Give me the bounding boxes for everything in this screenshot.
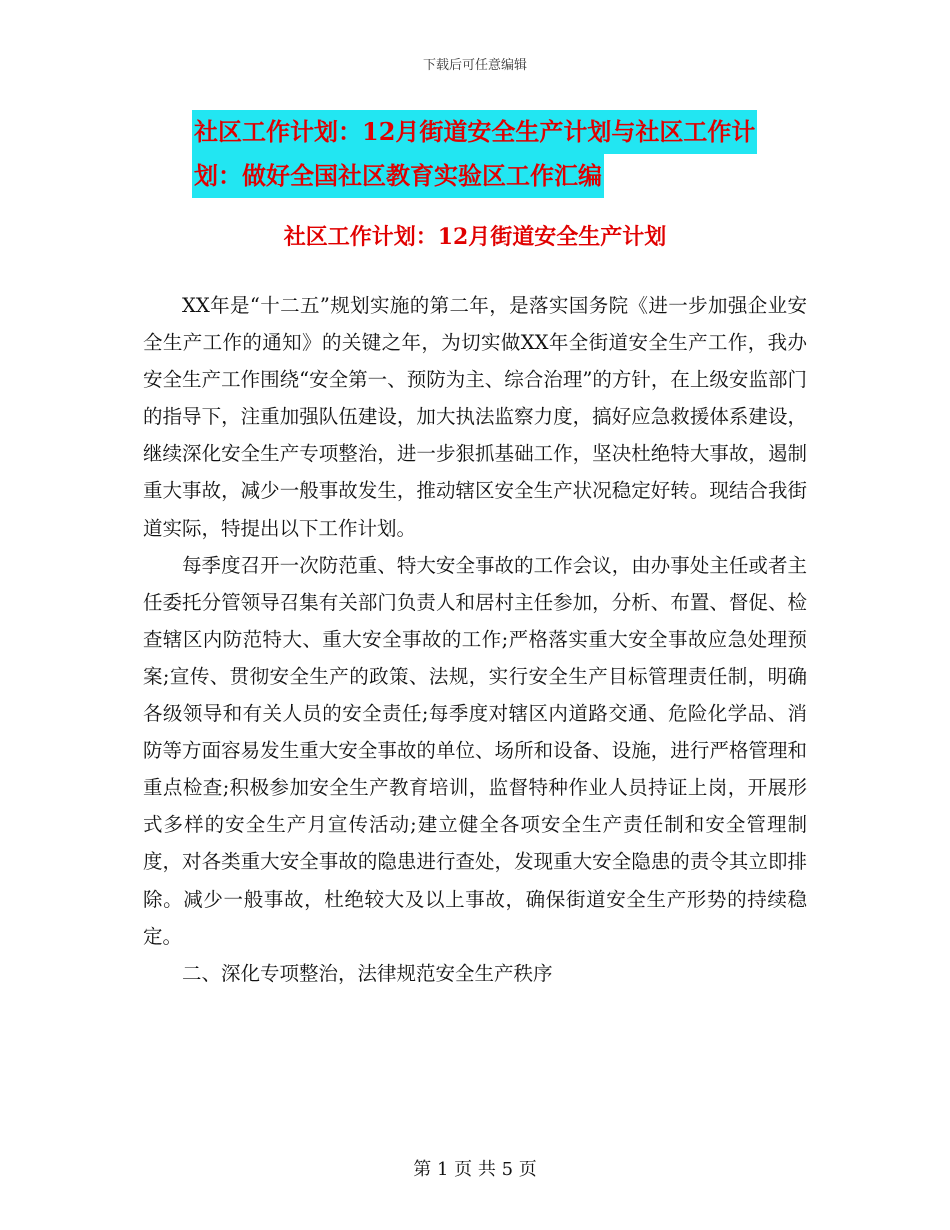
document-title (192, 110, 832, 198)
paragraph: 每季度召开一次防范重、特大安全事故的工作会议，由办事处主任或者主任委托分管领导召集有关部门负责人和居村主任参加，分析、布置、督促、检查辖区内防范特大、重大安全事故的工作;严格落实重大安全事故应急处理预案;宣传、贯彻安全生产的政策、法规，实行安全生产目标管理责任制，明确各级领导和有关人员的安全责任;每季度对辖区内道路交通、危险化学品、消防等方面容易发生重大安全事故的单位、场所和设备、设施，进行严格管理和重点检查;积极参加安全生产教育培训，监督特种作业人员持证上岗，开展形式多样的安全生产月宣传活动;建立健全各项安全生产责任制和安全管理制度，对各类重大安全事故的隐患进行查处，发现重大安全隐患的责令其立即排除。减少一般事故，杜绝较大及以上事故，确保街道安全生产形势的持续稳定。 (143, 553, 807, 948)
header-note: 下载后可任意编辑 (422, 58, 527, 73)
section-title: 社区工作计划：12月街道安全生产计划 (283, 224, 667, 250)
paragraph: 二、深化专项整治，法律规范安全生产秩序 (182, 961, 553, 985)
body-text (143, 287, 807, 992)
document-title-line2: 划：做好全国社区教育实验区工作汇编 (192, 154, 604, 198)
page-number: 第 1 页 共 5 页 (413, 1159, 537, 1180)
document-title-line1: 社区工作计划：12月街道安全生产计划与社区工作计 (192, 110, 757, 154)
paragraph: XX年是“十二五”规划实施的第二年，是落实国务院《进一步加强企业安全生产工作的通知》的关键之年，为切实做XX年全街道安全生产工作，我办安全生产工作围绕“安全第一、预防为主、综合治理”的方针，在上级安监部门的指导下，注重加强队伍建设，加大执法监察力度，搞好应急救援体系建设，继续深化安全生产专项整治，进一步狠抓基础工作，坚决杜绝特大事故，遏制重大事故，减少一般事故发生，推动辖区安全生产状况稳定好转。现结合我街道实际，特提出以下工作计划。 (143, 294, 807, 540)
